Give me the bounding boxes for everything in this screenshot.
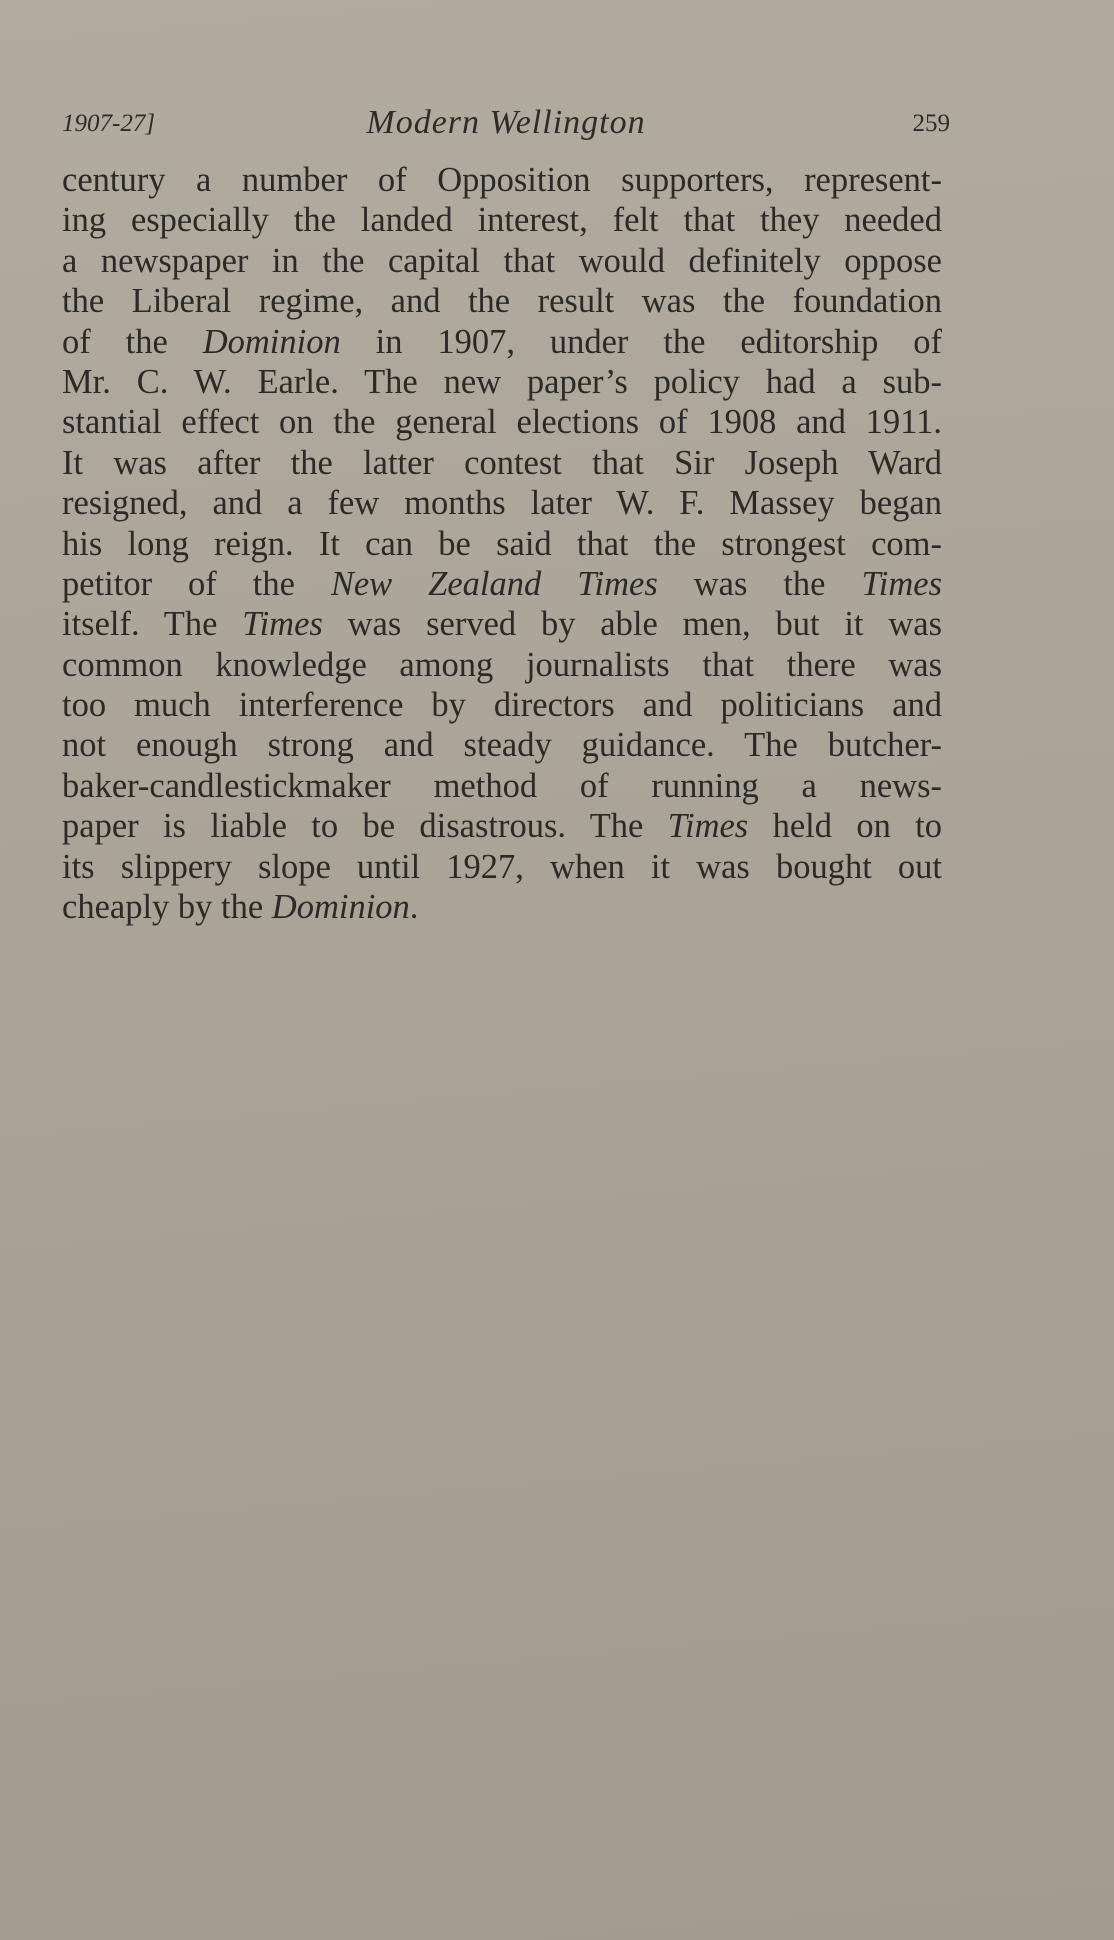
text-line: of the Dominion in 1907, under the editorship of xyxy=(62,322,942,361)
text-line: too much interference by directors and politicians and xyxy=(62,686,942,725)
text-line: baker-candlestickmaker method of running a news- xyxy=(62,766,942,805)
italic-title: Dominion xyxy=(202,322,341,361)
italic-title: New Zealand Times xyxy=(330,564,658,603)
text-line: resigned, and a few months later W. F. Massey began xyxy=(62,484,942,523)
text-line: It was after the latter contest that Sir Joseph Ward xyxy=(62,443,942,482)
text-line: century a number of Opposition supporters, represent- xyxy=(62,161,942,199)
text-line: his long reign. It can be said that the strongest com- xyxy=(62,524,942,563)
text-line: common knowledge among journalists that there was xyxy=(62,645,942,684)
italic-title: Times xyxy=(667,807,749,846)
text-line: stantial effect on the general elections of 1908 and 1911. xyxy=(62,403,942,442)
body-paragraph xyxy=(62,160,942,927)
italic-title: Times xyxy=(242,605,323,644)
running-header xyxy=(62,104,950,144)
text-line: not enough strong and steady guidance. The butcher- xyxy=(62,726,942,765)
text-line: paper is liable to be disastrous. The Times held on to xyxy=(62,807,942,846)
page-number: 259 xyxy=(912,110,950,137)
italic-title: Times xyxy=(861,564,942,603)
text-line: ing especially the landed interest, felt that they needed xyxy=(62,201,942,240)
text-line: itself. The Times was served by able men, but it was xyxy=(62,605,942,644)
italic-title: Dominion xyxy=(271,888,410,927)
header-date-range: 1907-27] xyxy=(62,110,156,137)
text-line: cheaply by the Dominion. xyxy=(62,888,419,927)
text-line: a newspaper in the capital that would definitely oppose xyxy=(62,241,942,280)
text-line: Mr. C. W. Earle. The new paper’s policy had a sub- xyxy=(62,362,942,401)
header-title: Modern Wellington xyxy=(366,104,646,141)
text-line: the Liberal regime, and the result was the foundation xyxy=(62,282,942,321)
text-line: its slippery slope until 1927, when it was bought out xyxy=(62,847,942,886)
text-line: petitor of the New Zealand Times was the Times xyxy=(62,564,942,603)
